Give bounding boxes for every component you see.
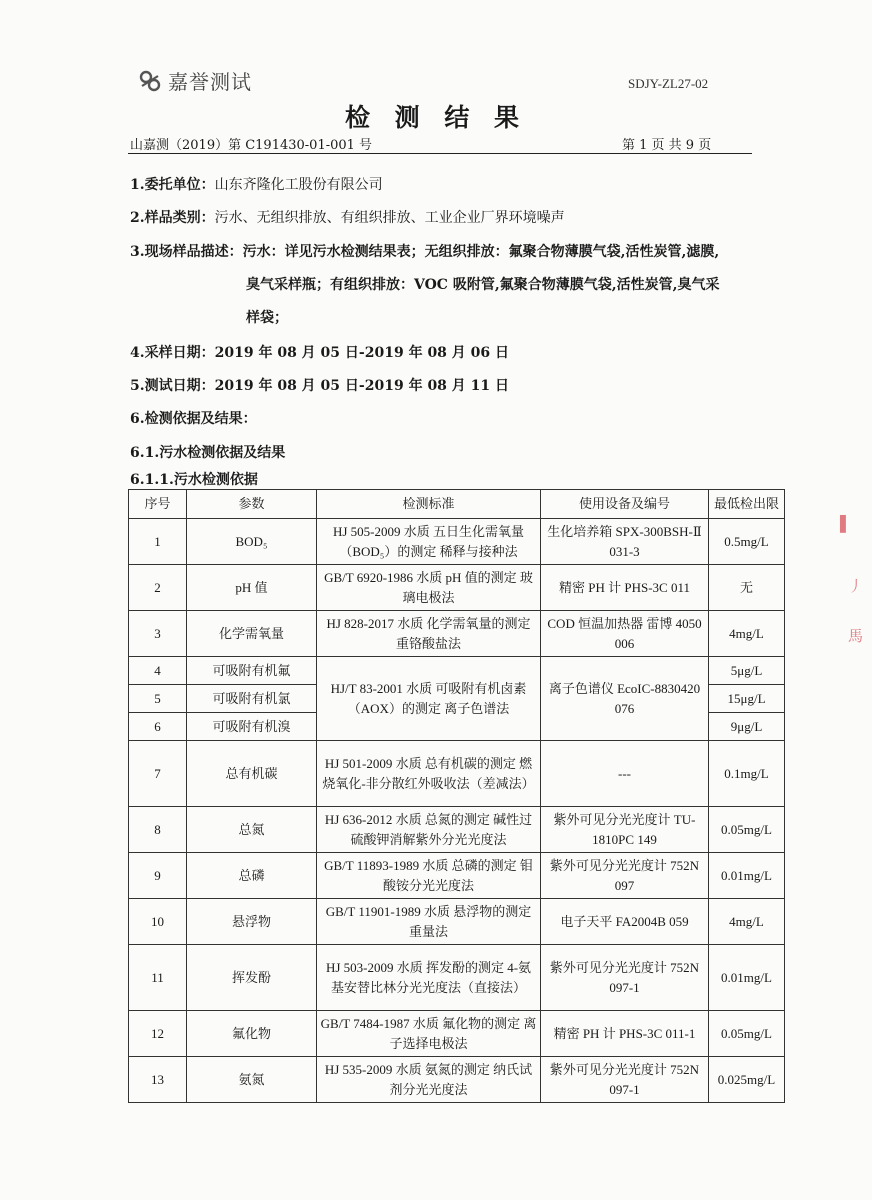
row-limit: 4mg/L [709, 611, 785, 657]
row-param: BOD₅ [187, 519, 317, 565]
sampling-date: 4.采样日期：2019 年 08 月 05 日-2019 年 08 月 06 日 [130, 345, 510, 361]
sample-desc-label: 3.现场样品描述： [130, 244, 243, 260]
row-limit: 0.01mg/L [709, 853, 785, 899]
document-code: SDJY-ZL27-02 [628, 76, 709, 91]
row-param: 可吸附有机氟 [187, 657, 317, 685]
row-no: 3 [129, 611, 187, 657]
row-equipment: 离子色谱仪 EcoIC-8830420 076 [541, 657, 709, 741]
row-param: 悬浮物 [187, 899, 317, 945]
row-no: 13 [129, 1057, 187, 1103]
row-limit: 9μg/L [709, 713, 785, 741]
client-value: 山东齐隆化工股份有限公司 [214, 177, 383, 193]
header-no: 序号 [129, 490, 187, 519]
sample-desc-line1: 污水：详见污水检测结果表；无组织排放：氟聚合物薄膜气袋,活性炭管,滤膜, [242, 244, 720, 260]
sample-desc-line2: 臭气采样瓶；有组织排放：VOC 吸附管,氟聚合物薄膜气袋,活性炭管,臭气采 [246, 277, 720, 293]
row-param: 总氮 [187, 807, 317, 853]
page-title: 检 测 结 果 [344, 103, 528, 132]
test-date: 5.测试日期：2019 年 08 月 05 日-2019 年 08 月 11 日 [130, 378, 510, 394]
row-standard: HJ 503-2009 水质 挥发酚的测定 4-氨基安替比林分光光度法（直接法） [317, 945, 541, 1011]
row-limit: 15μg/L [709, 685, 785, 713]
row-standard: GB/T 7484-1987 水质 氟化物的测定 离子选择电极法 [317, 1011, 541, 1057]
row-limit: 4mg/L [709, 899, 785, 945]
row-limit: 无 [709, 565, 785, 611]
section-6-heading: 6.检测依据及结果： [130, 411, 257, 427]
row-no: 5 [129, 685, 187, 713]
logo-text: 嘉誉测试 [168, 70, 252, 94]
company-logo [138, 66, 252, 95]
row-no: 10 [129, 899, 187, 945]
row-standard: HJ 501-2009 水质 总有机碳的测定 燃烧氧化-非分散红外吸收法（差减法） [317, 741, 541, 807]
row-standard: HJ/T 83-2001 水质 可吸附有机卤素（AOX）的测定 离子色谱法 [317, 657, 541, 741]
page-info: 第 1 页 共 9 页 [622, 138, 712, 153]
header-limit: 最低检出限 [709, 490, 785, 519]
row-standard: GB/T 11893-1989 水质 总磷的测定 钼酸铵分光光度法 [317, 853, 541, 899]
category-value: 污水、无组织排放、有组织排放、工业企业厂界环境噪声 [214, 210, 565, 226]
row-standard: GB/T 6920-1986 水质 pH 值的测定 玻璃电极法 [317, 565, 541, 611]
table-row [129, 899, 785, 945]
row-limit: 0.1mg/L [709, 741, 785, 807]
row-limit: 0.05mg/L [709, 1011, 785, 1057]
table-row [129, 807, 785, 853]
wastewater-method-table [128, 489, 785, 1103]
row-limit: 0.05mg/L [709, 807, 785, 853]
row-param: 氟化物 [187, 1011, 317, 1057]
table-header-row [129, 490, 785, 519]
client-label: 1.委托单位： [130, 177, 215, 193]
section-6-1-1-heading: 6.1.1.污水检测依据 [130, 472, 258, 488]
row-param: pH 值 [187, 565, 317, 611]
row-standard: HJ 828-2017 水质 化学需氧量的测定 重铬酸盐法 [317, 611, 541, 657]
header-standard: 检测标准 [317, 490, 541, 519]
client-line [130, 174, 383, 194]
table-row [129, 853, 785, 899]
row-equipment: 电子天平 FA2004B 059 [541, 899, 709, 945]
row-equipment: COD 恒温加热器 雷博 4050 006 [541, 611, 709, 657]
logo-icon [138, 69, 162, 93]
table-row [129, 565, 785, 611]
row-no: 12 [129, 1011, 187, 1057]
header-param: 参数 [187, 490, 317, 519]
row-param: 化学需氧量 [187, 611, 317, 657]
table-row [129, 657, 785, 685]
table-row [129, 741, 785, 807]
row-limit: 0.5mg/L [709, 519, 785, 565]
row-no: 9 [129, 853, 187, 899]
row-standard: HJ 535-2009 水质 氨氮的测定 纳氏试剂分光光度法 [317, 1057, 541, 1103]
category-line [130, 207, 565, 227]
row-no: 1 [129, 519, 187, 565]
report-number: 山嘉测（2019）第 C191430-01-001 号 [130, 138, 373, 153]
row-equipment: 紫外可见分光光度计 752N 097-1 [541, 945, 709, 1011]
table-row [129, 519, 785, 565]
sample-desc-line [130, 241, 719, 261]
row-no: 11 [129, 945, 187, 1011]
row-param: 挥发酚 [187, 945, 317, 1011]
row-standard: HJ 636-2012 水质 总氮的测定 碱性过硫酸钾消解紫外分光光度法 [317, 807, 541, 853]
row-equipment: 精密 PH 计 PHS-3C 011 [541, 565, 709, 611]
row-limit: 0.025mg/L [709, 1057, 785, 1103]
header-equipment: 使用设备及编号 [541, 490, 709, 519]
table-row [129, 945, 785, 1011]
row-no: 4 [129, 657, 187, 685]
row-param: 可吸附有机氯 [187, 685, 317, 713]
row-no: 8 [129, 807, 187, 853]
row-param: 总有机碳 [187, 741, 317, 807]
row-limit: 5μg/L [709, 657, 785, 685]
row-equipment: 紫外可见分光光度计 TU-1810PC 149 [541, 807, 709, 853]
table-row [129, 1011, 785, 1057]
header-rule [128, 153, 752, 154]
row-no: 2 [129, 565, 187, 611]
row-param: 氨氮 [187, 1057, 317, 1103]
row-param: 总磷 [187, 853, 317, 899]
section-6-1-heading: 6.1.污水检测依据及结果 [130, 445, 286, 461]
row-standard: GB/T 11901-1989 水质 悬浮物的测定 重量法 [317, 899, 541, 945]
table-row [129, 611, 785, 657]
row-limit: 0.01mg/L [709, 945, 785, 1011]
table-row [129, 1057, 785, 1103]
row-equipment: 紫外可见分光光度计 752N 097 [541, 853, 709, 899]
category-label: 2.样品类别： [130, 210, 215, 226]
row-equipment: 精密 PH 计 PHS-3C 011-1 [541, 1011, 709, 1057]
row-param: 可吸附有机溴 [187, 713, 317, 741]
row-standard: HJ 505-2009 水质 五日生化需氧量（BOD₅）的测定 稀释与接种法 [317, 519, 541, 565]
row-no: 6 [129, 713, 187, 741]
row-equipment: 生化培养箱 SPX-300BSH-Ⅱ 031-3 [541, 519, 709, 565]
sample-desc-line3: 样袋； [246, 310, 288, 326]
red-seal-fragment: ▌ 丿 馬 [840, 515, 864, 645]
row-no: 7 [129, 741, 187, 807]
row-equipment: 紫外可见分光光度计 752N 097-1 [541, 1057, 709, 1103]
row-equipment: --- [541, 741, 709, 807]
